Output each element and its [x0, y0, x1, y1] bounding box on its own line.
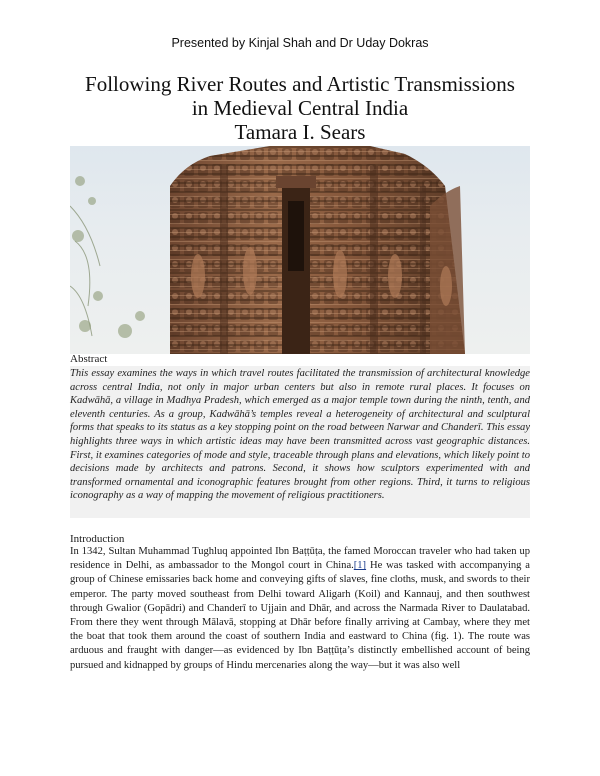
author-name: Tamara I. Sears [234, 120, 366, 144]
title-line-2: in Medieval Central India [191, 96, 409, 120]
intro-text-part-1: In 1342, Sultan Muhammad Tughluq appointed Ibn Baṭṭūṭa, the famed Moroccan traveler who had taken up residence in Delhi, as ambassador to the Mongol court in China. [70, 546, 530, 572]
document-title [40, 72, 560, 144]
intro-text-part-2: He was tasked with accompanying a group of Chinese emissaries back home and conveying gifts of slaves, fine cloths, musk, and swords to their emperor. The party moved southeast from Delhi toward Aligarh (Koil) and Kannauj, and then southwest through Gwalior (Gopādri) and Chanderī to Ujjain and Dhār, and across the Narmada River to Daulatabad. From there they went through Mālavā, stopping at Dhār before finally arriving at Cambay, where they met the boat that took them around the coast of southern India and eastward to China (fig. 1). The route was arduous and fraught with danger—as evidenced by Ibn Baṭṭūṭa’s distinctly embellished account of being pursued and kidnapped by groups of Hindu mercenaries along the way—but it was also well [70, 560, 530, 671]
temple-illustration [70, 146, 530, 354]
footnote-link-1[interactable]: [1] [353, 560, 367, 572]
tree-branches [70, 206, 100, 336]
presenter-credit: Presented by Kinjal Shah and Dr Uday Dokras [171, 36, 429, 50]
abstract-text: This essay examines the ways in which travel routes facilitated the transmission of architectural knowledge across central India, not only in major urban centers but also in remote rural places. It focuses on Kadwāhā, a village in Madhya Pradesh, which emerged as a major temple town during the ninth, tenth, and eleventh centuries. As a group, Kadwāhā’s temples reveal a heterogeneity of architectural and sculptural forms that speaks to its status as a key stopping point on the road between Narwar and Chanderī. This essay highlights three ways in which artistic ideas may have been transmitted across vast geographic distances. First, it examines categories of mode and style, traceable through plans and elevations, which likely point to decisions made by architects and patrons. Second, it shows how sculptors experimented with and transformed ornamental and iconographic features brought from other regions. Third, it turns to religious iconography as a way of mapping the movement of religious practitioners. [70, 368, 530, 502]
abstract-section [70, 366, 530, 518]
introduction-text [70, 545, 530, 673]
temple-photograph [70, 146, 530, 354]
abstract-heading: Abstract [70, 353, 108, 365]
introduction-heading: Introduction [70, 533, 125, 545]
title-line-1: Following River Routes and Artistic Transmissions [85, 72, 515, 96]
